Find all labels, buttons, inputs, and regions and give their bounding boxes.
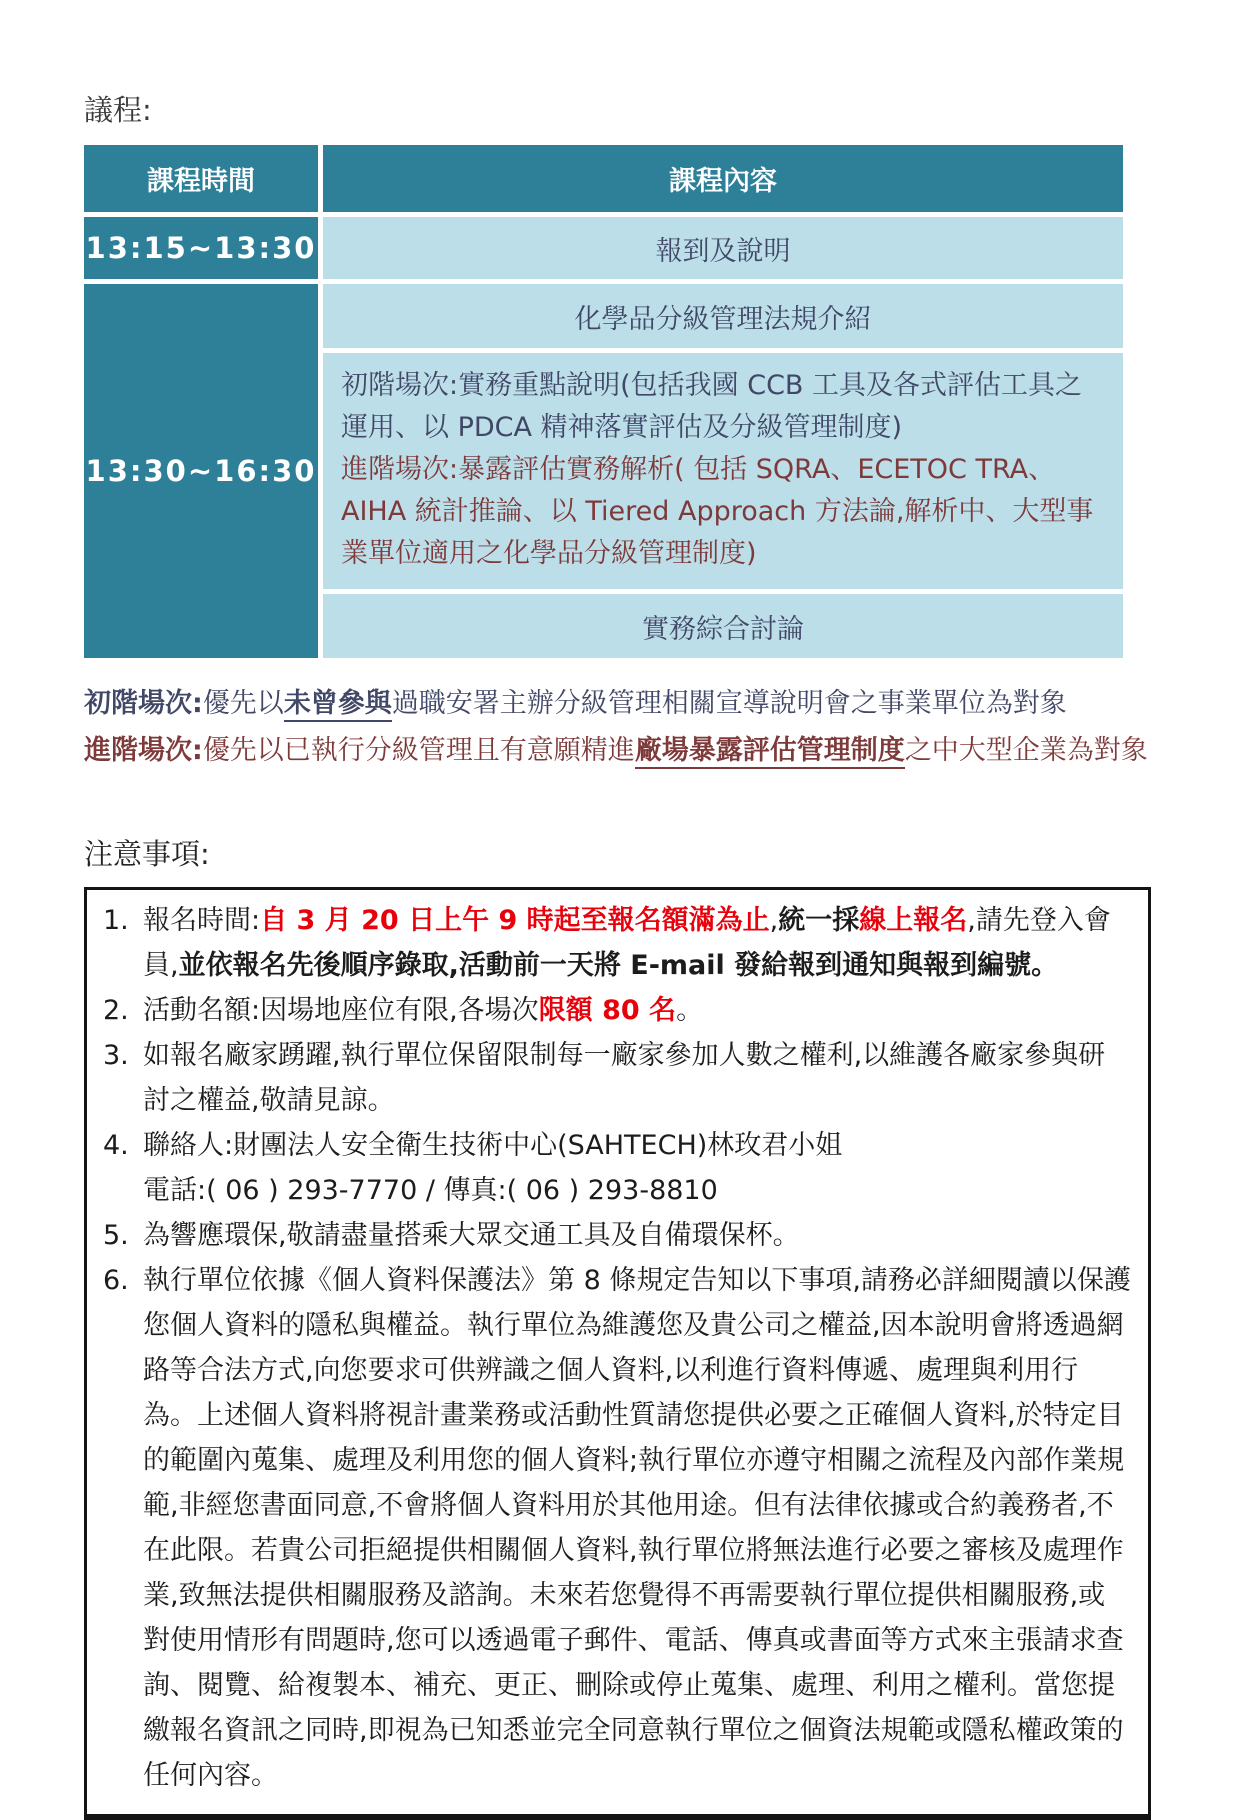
agenda-table <box>84 145 1123 658</box>
legend-basic-post: 過職安署主辦分級管理相關宣導說明會之事業單位為對象 <box>391 688 1067 719</box>
notice-item-2-text <box>143 988 1132 1033</box>
legend-advanced-post: 之中大型企業為對象 <box>904 735 1148 766</box>
notice-box <box>84 887 1151 1820</box>
item2-tail: 。 <box>676 995 704 1026</box>
notice-item-6-number: 6. <box>103 1265 129 1296</box>
notice-item-1 <box>95 898 1132 988</box>
legend-advanced-pre: 優先以已執行分級管理且有意願精進 <box>202 735 635 766</box>
notice-item-4-text <box>143 1123 1132 1213</box>
notice-item-4-number: 4. <box>103 1130 129 1161</box>
item4-phone-line: 電話:( 06 ) 293-7770 / 傳真:( 06 ) 293-8810 <box>143 1175 718 1206</box>
session-advanced-text: 進階場次:暴露評估實務解析( 包括 SQRA、ECETOC TRA、AIHA 統計推論、以 Tiered Approach 方法論,解析中、大型事業單位適用之化學品分級管理制度) <box>341 454 1094 569</box>
notice-heading: 注意事項: <box>84 837 210 871</box>
notice-item-2 <box>95 988 1132 1033</box>
item1-bold-method: 統一採 <box>778 905 860 936</box>
agenda-row2-cell-sessions <box>323 353 1123 589</box>
agenda-row2-cell-discussion: 實務綜合討論 <box>323 594 1123 658</box>
legend-basic-label: 初階場次: <box>84 688 203 719</box>
agenda-table-header-content: 課程內容 <box>323 145 1123 212</box>
agenda-row1-time: 13:15~13:30 <box>84 217 318 279</box>
item2-red-quota: 限額 80 名 <box>538 995 677 1026</box>
item1-bold-order: 並依報名先後順序錄取,活動前一天將 E-mail 發給報到通知與報到編號。 <box>178 950 1059 981</box>
agenda-row2-content-stack <box>323 284 1123 658</box>
session-basic-text: 初階場次:實務重點說明(包括我國 CCB 工具及各式評估工具之運用、以 PDCA 精神落實評估及分級管理制度) <box>341 370 1083 443</box>
notice-item-1-number: 1. <box>103 905 129 936</box>
notice-item-3-text: 如報名廠家踴躍,執行單位保留限制每一廠家參加人數之權利,以維護各廠家參與研討之權益,敬請見諒。 <box>143 1040 1106 1116</box>
item1-lead: 報名時間: <box>143 905 261 936</box>
notice-item-5-number: 5. <box>103 1220 129 1251</box>
item1-red-online: 線上報名 <box>859 905 968 936</box>
notice-item-6-text: 執行單位依據《個人資料保護法》第 8 條規定告知以下事項,請務必詳細閱讀以保護您個人資料的隱私與權益。執行單位為維護您及貴公司之權益,因本說明會將透過網路等合法方式,向您要求可供辨識之個人資料,以利進行資料傳遞、處理與利用行為。上述個人資料將視計畫業務或活動性質請您提供必要之正確個人資料,於特定目的範圍內蒐集、處理及利用您的個人資料;執行單位亦遵守相關之流程及內部作業規範,非經您書面同意,不會將個人資料用於其他用途。但有法律依據或合約義務者,不在此限。若貴公司拒絕提供相關個人資料,執行單位將無法進行必要之審核及處理作業,致無法提供相關服務及諮詢。未來若您覺得不再需要執行單位提供相關服務,或對使用情形有問題時,您可以透過電子郵件、電話、傳真或書面等方式來主張請求查詢、閱覽、給複製本、補充、更正、刪除或停止蒐集、處理、利用之權利。當您提繳報名資訊之同時,即視為已知悉並完全同意執行單位之個資法規範或隱私權政策的任何內容。 <box>143 1265 1131 1791</box>
notice-item-3-number: 3. <box>103 1040 129 1071</box>
legend-basic-underlined: 未曾參與 <box>284 688 392 722</box>
legend-basic-line <box>84 680 1157 727</box>
notice-item-1-text <box>143 898 1132 988</box>
legend-advanced-underlined: 廠場暴露評估管理制度 <box>635 735 905 769</box>
legend-advanced-label: 進階場次: <box>84 735 203 766</box>
legend-basic-pre: 優先以 <box>202 688 284 719</box>
agenda-row2-cell-regulations: 化學品分級管理法規介紹 <box>323 284 1123 348</box>
item2-lead: 活動名額:因場地座位有限,各場次 <box>143 995 539 1026</box>
notice-item-2-number: 2. <box>103 995 129 1026</box>
session-legend <box>84 680 1157 774</box>
agenda-table-header-time: 課程時間 <box>84 145 318 212</box>
notice-item-6 <box>95 1258 1132 1798</box>
agenda-row1-content: 報到及說明 <box>323 217 1123 279</box>
agenda-heading: 議程: <box>84 93 152 127</box>
notice-item-5 <box>95 1213 1132 1258</box>
legend-advanced-line <box>84 727 1157 774</box>
notice-item-5-text: 為響應環保,敬請盡量搭乘大眾交通工具及自備環保杯。 <box>143 1220 800 1251</box>
item1-red-deadline: 自 3 月 20 日上午 9 時起至報名額滿為止 <box>260 905 770 936</box>
notice-item-4 <box>95 1123 1132 1213</box>
item1-sep: , <box>769 905 779 936</box>
notice-item-3 <box>95 1033 1132 1123</box>
agenda-row2-time: 13:30~16:30 <box>84 284 318 658</box>
item4-contact-line: 聯絡人:財團法人安全衛生技術中心(SAHTECH)林玫君小姐 <box>143 1130 843 1161</box>
item1-mid: ,請先登入會員, <box>143 905 1111 981</box>
